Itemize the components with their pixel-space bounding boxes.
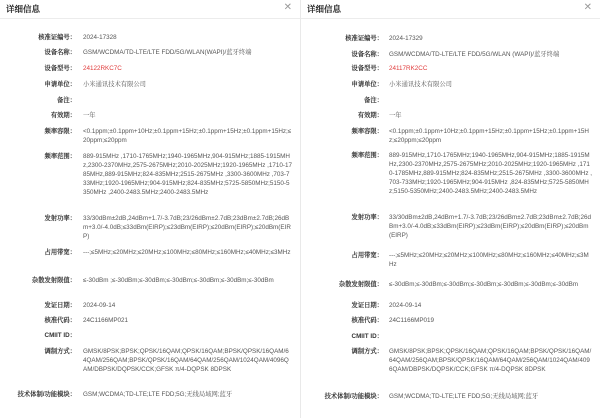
field-value: GSM;WCDMA;TD-LTE;LTE FDD;5G;无线局域网;蓝牙 xyxy=(83,391,233,398)
field-label: 占用带宽： xyxy=(44,249,76,256)
field-value: ---;≤5MHz;≤20MHz;≤20MHz;≤100MHz;≤80MHz;≤160MHz;≤40MHz;≤3MHz xyxy=(389,252,589,268)
field-value: 2024-17328 xyxy=(83,34,117,41)
panel-title: 详细信息 xyxy=(307,4,342,14)
field-label: 有效期： xyxy=(50,112,76,119)
field-value: GMSK/8PSK;BPSK;QPSK/16QAM;QPSK/16QAM;BPSK/QPSK/16QAM/64QAM/256QAM;BPSK/QPSK/16QAM/64QAM/256QAM/1024QAM/4096QAM/DBPSK/DQPSK/CCK;GFSK π/4-DQPSK 8DPSK xyxy=(389,348,592,373)
field-value: 24117RK2CC xyxy=(389,65,428,72)
field-label: 杂散发射限值： xyxy=(338,281,383,288)
field-label: 杂散发射限值： xyxy=(31,277,76,284)
field-value: GSM/WCDMA/TD-LTE/LTE FDD/5G/WLAN(WAPI)/蓝牙终端 xyxy=(83,49,252,56)
field-value: 2024-09-14 xyxy=(389,302,422,309)
field-label: 备注： xyxy=(364,97,383,104)
field-label: CMIIT ID： xyxy=(44,332,76,339)
close-icon[interactable]: ✕ xyxy=(583,2,592,13)
field-label: 核准证编号： xyxy=(38,34,76,41)
detail-panel-right xyxy=(301,0,600,418)
panel-header xyxy=(301,0,600,19)
field-label: 频率范围： xyxy=(44,153,76,160)
field-value: 一年 xyxy=(83,112,96,119)
field-label: 发证日期： xyxy=(351,302,383,309)
field-value: 889-915MHz,1710-1765MHz;1940-1965MHz,904-915MHz;1885-1915MHz,2300-2370MHz,2575-2675MHz;2010-2025MHz;1920-1965MHz ,1710-1785MHz,889-915MHz;824-835MHz;2515-2675MHz ,3300-3600MHz ,703-733MHz;1920-1965MHz;904-915MHz ,824-835MHz;5725-5850MHz;5150-5350MHz;2400-2483.5MHz;2400-2483.5MHz xyxy=(389,152,593,195)
field-value: 24122RKC7C xyxy=(83,65,122,72)
field-value: 2024-17329 xyxy=(389,35,423,42)
field-value: ≤-30dBm ;≤-30dBm;≤-30dBm;≤-30dBm;≤-30dBm;≤-30dBm;≤-30dBm xyxy=(83,277,274,284)
field-label: 有效期： xyxy=(357,112,383,119)
field-value: 33/30dBm±2dB,24dBm+1.7/-3.7dB;23/26dBm±2.7dB;23dBm±2.7dB;26dBm+3.0/-4.0dB;≤33dBm(EIRP);≤23dBm(EIRP);≤20dBm(EIRP);≤20dBm(EIRP) xyxy=(83,215,291,240)
field-value: <0.1ppm;±0.1ppm+10Hz;±0.1ppm+15Hz;±0.1ppm+15Hz;±0.1ppm+15Hz;≤20ppm;≤20ppm xyxy=(389,128,589,144)
field-label: 核准代码： xyxy=(44,317,76,324)
field-label: 设备型号： xyxy=(351,65,383,72)
field-label: 发射功率： xyxy=(44,215,76,222)
field-value: 小米通讯技术有限公司 xyxy=(83,81,146,88)
panel-title: 详细信息 xyxy=(6,4,41,14)
field-label: 设备名称： xyxy=(351,51,383,58)
field-label: 设备名称： xyxy=(44,49,76,56)
field-label: 频率范围： xyxy=(351,152,383,159)
field-value: GSM/WCDMA/TD-LTE/LTE FDD/5G/WLAN (WAPI)/蓝牙终端 xyxy=(389,51,560,58)
field-value: ---;≤5MHz;≤20MHz;≤20MHz;≤100MHz;≤80MHz;≤160MHz;≤40MHz;≤3MHz xyxy=(83,249,291,256)
field-label: 设备型号： xyxy=(44,65,76,72)
field-label: CMIIT ID： xyxy=(351,333,383,340)
field-value: 24C1166MP021 xyxy=(83,317,129,324)
field-label: 技术体制/功能模块： xyxy=(17,391,76,398)
field-value: ≤-30dBm;≤-30dBm;≤-30dBm;≤-30dBm;≤-30dBm;≤-30dBm;≤-30dBm xyxy=(389,281,579,288)
field-value: <0.1ppm;±0.1ppm+10Hz;±0.1ppm+15Hz;±0.1ppm+15Hz;±0.1ppm+15Hz;≤20ppm;≤20ppm xyxy=(83,128,292,144)
field-value: 小米通讯技术有限公司 xyxy=(389,81,452,88)
field-label: 技术体制/功能模块： xyxy=(324,393,383,400)
field-label: 发射功率： xyxy=(351,214,383,221)
field-label: 发证日期： xyxy=(44,302,76,309)
field-label: 调制方式： xyxy=(351,348,383,355)
field-label: 频率容限： xyxy=(351,128,383,135)
close-icon[interactable]: ✕ xyxy=(283,2,292,13)
field-value: GMSK/8PSK;BPSK;QPSK/16QAM;QPSK/16QAM;BPSK/QPSK/16QAM/64QAM/256QAM;BPSK/QPSK/16QAM/64QAM/256QAM/1024QAM/4096QAM/DBPSK/DQPSK/CCK;GFSK π/4-DQPSK 8DPSK xyxy=(83,348,289,373)
field-label: 频率容限： xyxy=(44,128,76,135)
field-label: 备注： xyxy=(57,97,76,104)
field-label: 核准证编号： xyxy=(345,35,383,42)
panel-header xyxy=(0,0,300,19)
field-value: 889-915MHz ,1710-1765MHz;1940-1965MHz,904-915MHz;1885-1915MHz,2300-2370MHz,2575-2675MHz;2010-2025MHz;1920-1965MHz ,1710-1785MHz,889-915MHz;824-835MHz;2515-2675MHz ,3300-3600MHz ,703-733MHz;1920-1965MHz;904-915MHz;824-835MHz;5725-5850MHz;5150-5350MHz ,2400-2483.5MHz;2400-2483.5MHz xyxy=(83,153,292,196)
field-value: 2024-09-14 xyxy=(83,302,116,309)
field-label: 申请单位： xyxy=(351,81,383,88)
field-label: 申请单位： xyxy=(44,81,76,88)
field-label: 调制方式： xyxy=(44,348,76,355)
field-value: GSM;WCDMA;TD-LTE;LTE FDD;5G;无线局域网;蓝牙 xyxy=(389,393,539,400)
field-value: 33/30dBm±2dB,24dBm+1.7/-3.7dB;23/26dBm±2.7dB;23dBm±2.7dB;26dBm+3.0/-4.0dB;≤33dBm(EIRP);≤23dBm(EIRP);≤20dBm(EIRP);≤20dBm(EIRP) xyxy=(389,214,592,239)
field-value: 24C1166MP019 xyxy=(389,317,435,324)
field-label: 占用带宽： xyxy=(351,252,383,259)
field-label: 核准代码： xyxy=(351,317,383,324)
field-value: 一年 xyxy=(389,112,402,119)
